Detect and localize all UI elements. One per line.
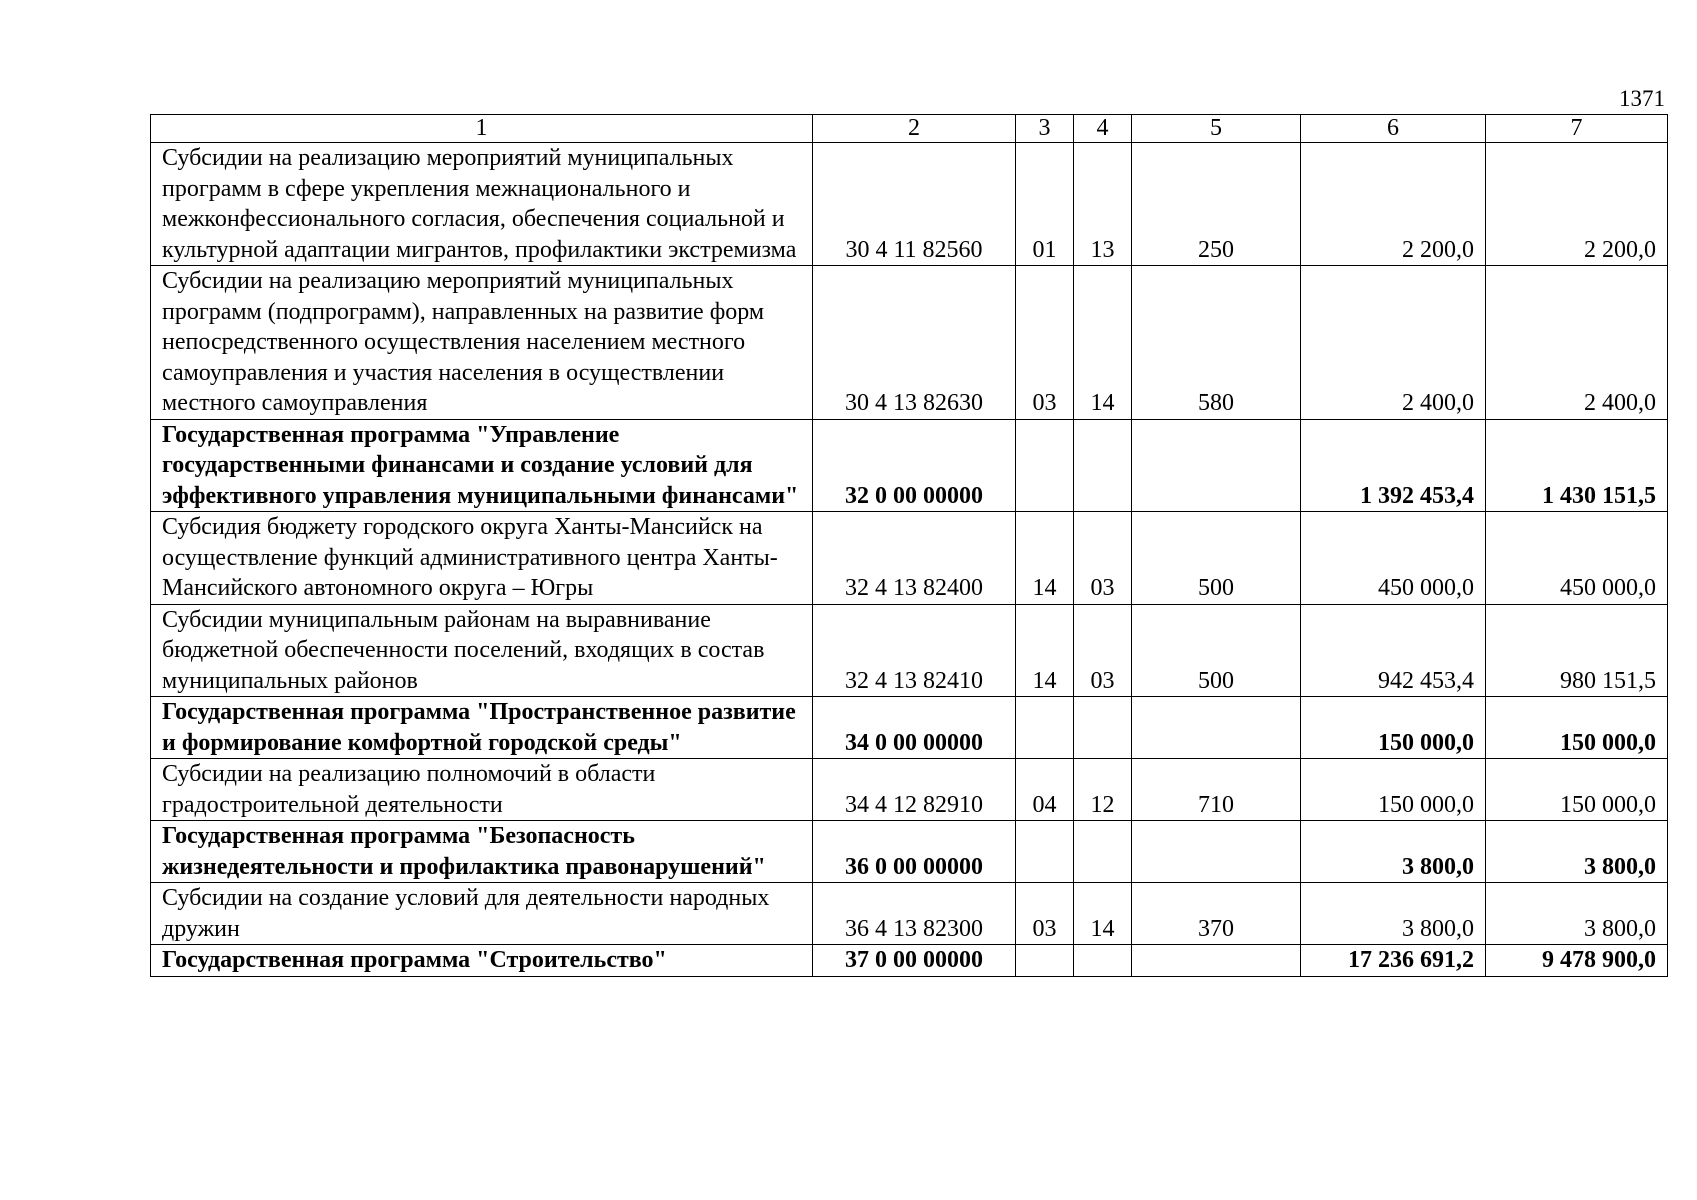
amount-cell-col7: 450 000,0 bbox=[1486, 512, 1668, 605]
amount-cell-col6: 942 453,4 bbox=[1301, 604, 1486, 697]
subsection-cell: 14 bbox=[1074, 883, 1132, 945]
program-code-cell: 30 4 11 82560 bbox=[813, 143, 1016, 266]
amount-cell-col6: 150 000,0 bbox=[1301, 759, 1486, 821]
amount-cell-col6: 2 200,0 bbox=[1301, 143, 1486, 266]
program-code-cell: 37 0 00 00000 bbox=[813, 945, 1016, 977]
section-cell: 03 bbox=[1016, 883, 1074, 945]
expense-name-cell: Государственная программа "Безопасность жизнедеятельности и профилактика правонарушений" bbox=[151, 821, 813, 883]
page-number: 1371 bbox=[1619, 86, 1665, 111]
amount-cell-col7: 980 151,5 bbox=[1486, 604, 1668, 697]
subsection-cell: 03 bbox=[1074, 604, 1132, 697]
budget-table bbox=[150, 114, 1668, 977]
table-row bbox=[151, 883, 1668, 945]
program-total-row bbox=[151, 697, 1668, 759]
subsection-cell: 13 bbox=[1074, 143, 1132, 266]
amount-cell-col6: 150 000,0 bbox=[1301, 697, 1486, 759]
expense-type-cell bbox=[1132, 419, 1301, 512]
amount-cell-col7: 9 478 900,0 bbox=[1486, 945, 1668, 977]
column-header: 5 bbox=[1132, 115, 1301, 143]
subsection-cell bbox=[1074, 419, 1132, 512]
subsection-cell bbox=[1074, 945, 1132, 977]
table-row bbox=[151, 604, 1668, 697]
expense-name-cell: Субсидия бюджету городского округа Ханты-Мансийск на осуществление функций административного центра Ханты-Мансийского автономного округа – Югры bbox=[151, 512, 813, 605]
program-code-cell: 36 0 00 00000 bbox=[813, 821, 1016, 883]
expense-type-cell bbox=[1132, 821, 1301, 883]
amount-cell-col7: 2 200,0 bbox=[1486, 143, 1668, 266]
amount-cell-col6: 1 392 453,4 bbox=[1301, 419, 1486, 512]
column-header: 7 bbox=[1486, 115, 1668, 143]
section-cell bbox=[1016, 821, 1074, 883]
program-code-cell: 34 0 00 00000 bbox=[813, 697, 1016, 759]
section-cell: 14 bbox=[1016, 604, 1074, 697]
column-header: 4 bbox=[1074, 115, 1132, 143]
program-total-row bbox=[151, 821, 1668, 883]
expense-type-cell: 710 bbox=[1132, 759, 1301, 821]
column-header: 6 bbox=[1301, 115, 1486, 143]
program-code-cell: 32 0 00 00000 bbox=[813, 419, 1016, 512]
expense-type-cell bbox=[1132, 697, 1301, 759]
table-row bbox=[151, 266, 1668, 420]
amount-cell-col6: 450 000,0 bbox=[1301, 512, 1486, 605]
column-header: 1 bbox=[151, 115, 813, 143]
expense-name-cell: Государственная программа "Пространственное развитие и формирование комфортной городской среды" bbox=[151, 697, 813, 759]
expense-name-cell: Субсидии на реализацию мероприятий муниципальных программ (подпрограмм), направленных на развитие форм непосредственного осуществления населением местного самоуправления и участия населения в осуществлении местного самоуправления bbox=[151, 266, 813, 420]
expense-type-cell: 500 bbox=[1132, 604, 1301, 697]
expense-type-cell: 250 bbox=[1132, 143, 1301, 266]
subsection-cell: 03 bbox=[1074, 512, 1132, 605]
section-cell bbox=[1016, 419, 1074, 512]
amount-cell-col7: 150 000,0 bbox=[1486, 697, 1668, 759]
amount-cell-col6: 2 400,0 bbox=[1301, 266, 1486, 420]
amount-cell-col7: 1 430 151,5 bbox=[1486, 419, 1668, 512]
subsection-cell: 14 bbox=[1074, 266, 1132, 420]
section-cell: 03 bbox=[1016, 266, 1074, 420]
expense-type-cell: 370 bbox=[1132, 883, 1301, 945]
amount-cell-col6: 3 800,0 bbox=[1301, 883, 1486, 945]
amount-cell-col7: 150 000,0 bbox=[1486, 759, 1668, 821]
table-row bbox=[151, 759, 1668, 821]
table-row bbox=[151, 143, 1668, 266]
table-body bbox=[151, 115, 1668, 977]
column-header: 3 bbox=[1016, 115, 1074, 143]
section-cell: 04 bbox=[1016, 759, 1074, 821]
expense-name-cell: Субсидии муниципальным районам на выравнивание бюджетной обеспеченности поселений, входящих в состав муниципальных районов bbox=[151, 604, 813, 697]
program-total-row bbox=[151, 945, 1668, 977]
column-header: 2 bbox=[813, 115, 1016, 143]
expense-type-cell: 500 bbox=[1132, 512, 1301, 605]
expense-name-cell: Субсидии на создание условий для деятельности народных дружин bbox=[151, 883, 813, 945]
program-code-cell: 30 4 13 82630 bbox=[813, 266, 1016, 420]
subsection-cell bbox=[1074, 821, 1132, 883]
amount-cell-col6: 3 800,0 bbox=[1301, 821, 1486, 883]
subsection-cell bbox=[1074, 697, 1132, 759]
program-code-cell: 32 4 13 82410 bbox=[813, 604, 1016, 697]
section-cell bbox=[1016, 945, 1074, 977]
table-row bbox=[151, 512, 1668, 605]
program-total-row bbox=[151, 419, 1668, 512]
program-code-cell: 34 4 12 82910 bbox=[813, 759, 1016, 821]
program-code-cell: 36 4 13 82300 bbox=[813, 883, 1016, 945]
expense-type-cell bbox=[1132, 945, 1301, 977]
expense-name-cell: Субсидии на реализацию мероприятий муниципальных программ в сфере укрепления межнационального и межконфессионального согласия, обеспечения социальной и культурной адаптации мигрантов, профилактики экстремизма bbox=[151, 143, 813, 266]
program-code-cell: 32 4 13 82400 bbox=[813, 512, 1016, 605]
section-cell: 01 bbox=[1016, 143, 1074, 266]
header-row bbox=[151, 115, 1668, 143]
section-cell: 14 bbox=[1016, 512, 1074, 605]
expense-name-cell: Государственная программа "Управление государственными финансами и создание условий для эффективного управления муниципальными финансами" bbox=[151, 419, 813, 512]
amount-cell-col7: 3 800,0 bbox=[1486, 821, 1668, 883]
amount-cell-col7: 2 400,0 bbox=[1486, 266, 1668, 420]
amount-cell-col7: 3 800,0 bbox=[1486, 883, 1668, 945]
expense-name-cell: Государственная программа "Строительство" bbox=[151, 945, 813, 977]
expense-name-cell: Субсидии на реализацию полномочий в области градостроительной деятельности bbox=[151, 759, 813, 821]
amount-cell-col6: 17 236 691,2 bbox=[1301, 945, 1486, 977]
section-cell bbox=[1016, 697, 1074, 759]
expense-type-cell: 580 bbox=[1132, 266, 1301, 420]
subsection-cell: 12 bbox=[1074, 759, 1132, 821]
